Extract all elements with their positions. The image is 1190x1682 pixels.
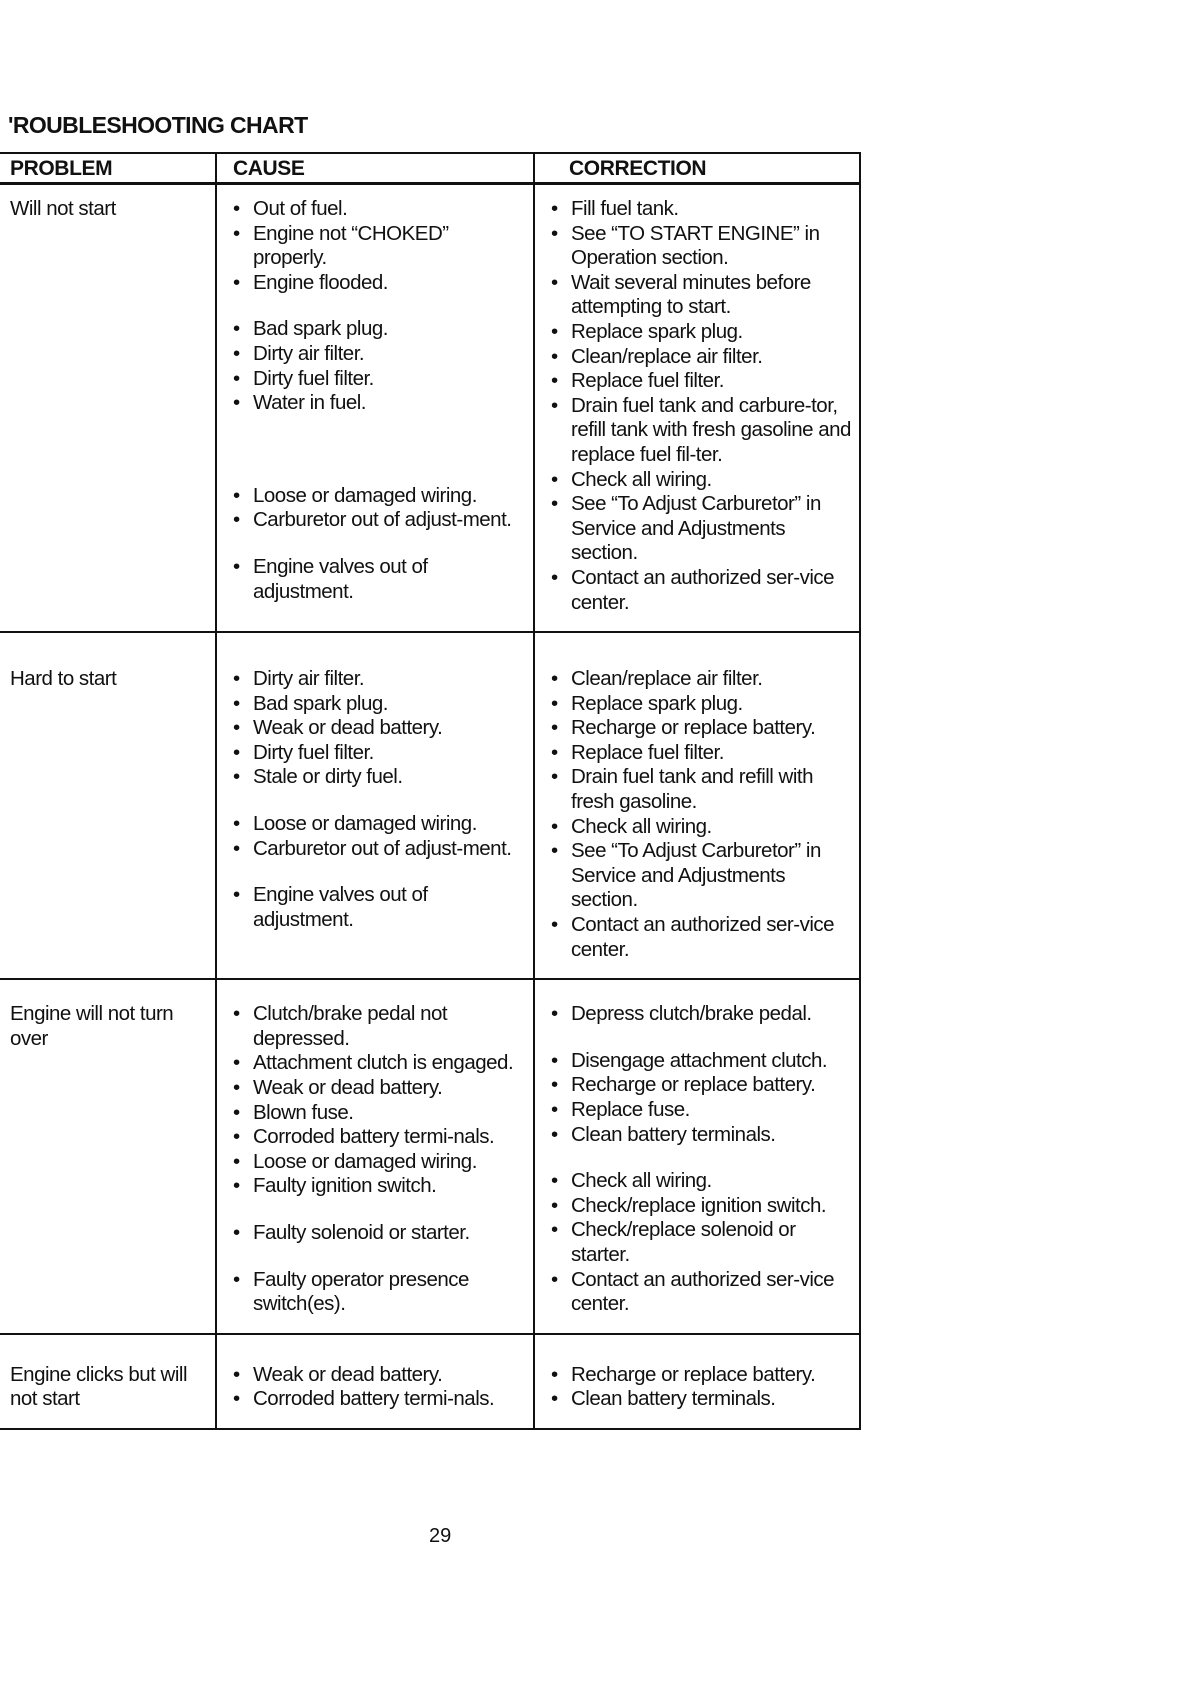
correction-cell [534, 1334, 860, 1429]
correction-item: • Replace fuel filter. [549, 741, 853, 766]
correction-item: • Contact an authorized ser-vice center. [549, 566, 853, 615]
cause-item: • Blown fuse. [231, 1101, 527, 1126]
cause-item: • Bad spark plug. [231, 317, 527, 342]
correction-item: • Check all wiring. [549, 468, 853, 493]
table-row [0, 979, 860, 1334]
correction-cell [534, 979, 860, 1334]
cause-item: • Weak or dead battery. [231, 716, 527, 741]
table-header-row [0, 153, 860, 184]
page-number: 29 [429, 1525, 452, 1547]
correction-cell [534, 184, 860, 633]
correction-item: • Clean battery terminals. [549, 1123, 853, 1148]
table-row [0, 632, 860, 979]
problem-cell: Hard to start [0, 632, 216, 979]
cause-item: • Engine flooded. [231, 271, 527, 296]
problem-cell: Engine will not turn over [0, 979, 216, 1334]
correction-item: • Replace fuse. [549, 1098, 853, 1123]
correction-item: • Fill fuel tank. [549, 197, 853, 222]
correction-item: • Wait several minutes before attempting to start. [549, 271, 853, 320]
problem-header: PROBLEM [0, 153, 216, 184]
cause-item: • Water in fuel. [231, 391, 527, 416]
cause-item: • Faulty solenoid or starter. [231, 1221, 527, 1246]
cause-header: CAUSE [216, 153, 534, 184]
page-title: 'ROUBLESHOOTING CHART [8, 112, 308, 138]
cause-item: • Dirty air filter. [231, 342, 527, 367]
cause-item: • Bad spark plug. [231, 692, 527, 717]
cause-item: • Engine valves out of adjustment. [231, 555, 527, 604]
correction-header: CORRECTION [534, 153, 860, 184]
cause-item: • Faulty ignition switch. [231, 1174, 527, 1199]
troubleshooting-table [0, 152, 860, 1430]
cause-item: • Loose or damaged wiring. [231, 484, 527, 509]
cause-item: • Engine valves out of adjustment. [231, 883, 527, 932]
correction-item: • Clean/replace air filter. [549, 345, 853, 370]
correction-item: • Depress clutch/brake pedal. [549, 1002, 853, 1027]
correction-item: • Contact an authorized ser-vice center. [549, 1268, 853, 1317]
cause-item: • Dirty fuel filter. [231, 741, 527, 766]
cause-cell [216, 632, 534, 979]
cause-cell [216, 979, 534, 1334]
correction-item: • Clean battery terminals. [549, 1387, 853, 1412]
table-row [0, 1334, 860, 1429]
correction-item: • Check/replace solenoid or starter. [549, 1218, 853, 1267]
cause-item: • Dirty air filter. [231, 667, 527, 692]
cause-item: • Stale or dirty fuel. [231, 765, 527, 790]
cause-item: • Corroded battery termi-nals. [231, 1125, 527, 1150]
correction-item: • See “To Adjust Carburetor” in Service and Adjustments section. [549, 839, 853, 913]
cause-item: • Corroded battery termi-nals. [231, 1387, 527, 1412]
correction-item: • Drain fuel tank and carbure-tor, refill tank with fresh gasoline and replace fuel fil-ter. [549, 394, 853, 468]
correction-item: • Check all wiring. [549, 815, 853, 840]
cause-item: • Carburetor out of adjust-ment. [231, 837, 527, 862]
correction-cell [534, 632, 860, 979]
correction-item: • Replace spark plug. [549, 320, 853, 345]
correction-item: • Drain fuel tank and refill with fresh gasoline. [549, 765, 853, 814]
correction-item: • See “TO START ENGINE” in Operation section. [549, 222, 853, 271]
cause-item: • Weak or dead battery. [231, 1363, 527, 1388]
cause-item: • Out of fuel. [231, 197, 527, 222]
cause-item: • Engine not “CHOKED” properly. [231, 222, 527, 271]
correction-item: • Check all wiring. [549, 1169, 853, 1194]
cause-cell [216, 1334, 534, 1429]
correction-item: • Disengage attachment clutch. [549, 1049, 853, 1074]
correction-item: • Clean/replace air filter. [549, 667, 853, 692]
cause-item: • Dirty fuel filter. [231, 367, 527, 392]
problem-cell: Engine clicks but will not start [0, 1334, 216, 1429]
cause-item: • Carburetor out of adjust-ment. [231, 508, 527, 533]
correction-item: • See “To Adjust Carburetor” in Service and Adjustments section. [549, 492, 853, 566]
correction-item: • Recharge or replace battery. [549, 716, 853, 741]
correction-item: • Recharge or replace battery. [549, 1363, 853, 1388]
correction-item: • Check/replace ignition switch. [549, 1194, 853, 1219]
table-row [0, 184, 860, 633]
correction-item: • Recharge or replace battery. [549, 1073, 853, 1098]
cause-item: • Faulty operator presence switch(es). [231, 1268, 527, 1317]
problem-cell: Will not start [0, 184, 216, 633]
cause-cell [216, 184, 534, 633]
correction-item: • Contact an authorized ser-vice center. [549, 913, 853, 962]
cause-item: • Loose or damaged wiring. [231, 1150, 527, 1175]
cause-item: • Weak or dead battery. [231, 1076, 527, 1101]
correction-item: • Replace spark plug. [549, 692, 853, 717]
correction-item: • Replace fuel filter. [549, 369, 853, 394]
cause-item: • Clutch/brake pedal not depressed. [231, 1002, 527, 1051]
cause-item: • Attachment clutch is engaged. [231, 1051, 527, 1076]
cause-item: • Loose or damaged wiring. [231, 812, 527, 837]
